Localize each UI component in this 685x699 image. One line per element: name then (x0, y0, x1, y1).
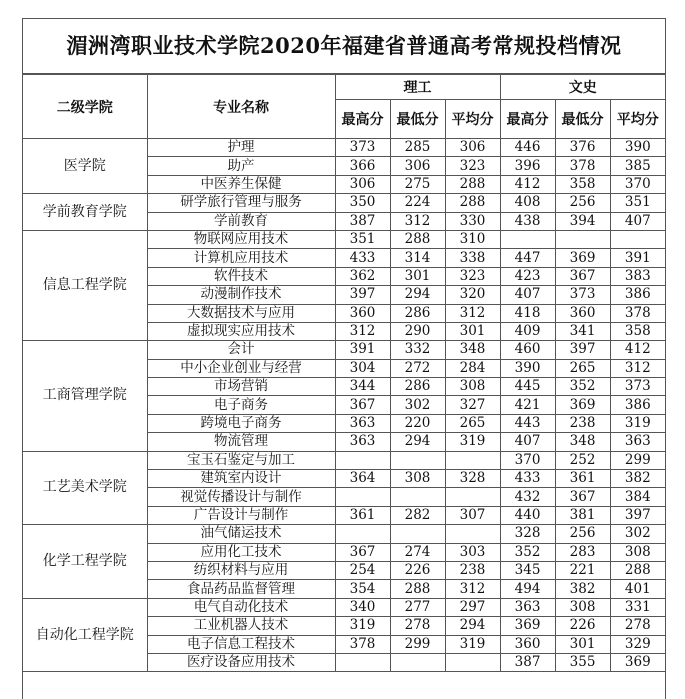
arts-max-cell: 460 (500, 341, 555, 359)
science-avg-cell: 310 (445, 230, 500, 248)
science-min-cell: 224 (390, 194, 445, 212)
table-body (23, 139, 665, 672)
header-arts-max: 最高分 (500, 100, 555, 139)
major-cell: 电子商务 (147, 396, 335, 414)
header-arts-min: 最低分 (555, 100, 610, 139)
major-cell: 中医养生保健 (147, 175, 335, 193)
science-max-cell: 340 (335, 598, 390, 616)
arts-min-cell: 369 (555, 396, 610, 414)
science-max-cell: 378 (335, 635, 390, 653)
science-min-cell: 274 (390, 543, 445, 561)
arts-avg-cell: 308 (610, 543, 665, 561)
college-cell: 信息工程学院 (23, 230, 147, 340)
arts-min-cell: 376 (555, 139, 610, 157)
major-cell: 食品药品监督管理 (147, 580, 335, 598)
science-avg-cell: 328 (445, 470, 500, 488)
science-min-cell: 277 (390, 598, 445, 616)
arts-avg-cell: 412 (610, 341, 665, 359)
science-min-cell: 288 (390, 580, 445, 598)
science-avg-cell (445, 653, 500, 671)
major-cell: 电气自动化技术 (147, 598, 335, 616)
major-cell: 宝玉石鉴定与加工 (147, 451, 335, 469)
science-max-cell: 344 (335, 378, 390, 396)
arts-max-cell: 360 (500, 635, 555, 653)
arts-max-cell: 407 (500, 286, 555, 304)
arts-avg-cell: 407 (610, 212, 665, 230)
science-avg-cell: 307 (445, 506, 500, 524)
arts-max-cell: 396 (500, 157, 555, 175)
science-avg-cell: 312 (445, 580, 500, 598)
science-min-cell: 226 (390, 561, 445, 579)
science-min-cell: 272 (390, 359, 445, 377)
arts-max-cell: 446 (500, 139, 555, 157)
major-cell: 电子信息工程技术 (147, 635, 335, 653)
page-title: 湄洲湾职业技术学院2020年福建省普通高考常规投档情况 (23, 19, 665, 74)
arts-max-cell: 363 (500, 598, 555, 616)
college-cell: 工商管理学院 (23, 341, 147, 451)
header-science-max: 最高分 (335, 100, 390, 139)
arts-avg-cell: 299 (610, 451, 665, 469)
arts-avg-cell: 373 (610, 378, 665, 396)
major-cell: 物联网应用技术 (147, 230, 335, 248)
header-arts-avg: 平均分 (610, 100, 665, 139)
science-avg-cell: 319 (445, 433, 500, 451)
science-min-cell: 220 (390, 414, 445, 432)
arts-avg-cell: 351 (610, 194, 665, 212)
arts-avg-cell: 363 (610, 433, 665, 451)
arts-min-cell: 382 (555, 580, 610, 598)
science-avg-cell: 288 (445, 194, 500, 212)
arts-max-cell: 407 (500, 433, 555, 451)
arts-max-cell: 438 (500, 212, 555, 230)
table-row (23, 139, 665, 157)
table-row (23, 341, 665, 359)
arts-min-cell: 283 (555, 543, 610, 561)
arts-min-cell: 373 (555, 286, 610, 304)
arts-max-cell: 412 (500, 175, 555, 193)
arts-max-cell: 447 (500, 249, 555, 267)
arts-min-cell: 355 (555, 653, 610, 671)
arts-min-cell: 367 (555, 267, 610, 285)
science-min-cell: 275 (390, 175, 445, 193)
science-max-cell: 391 (335, 341, 390, 359)
header-science-min: 最低分 (390, 100, 445, 139)
arts-max-cell (500, 230, 555, 248)
science-min-cell: 286 (390, 378, 445, 396)
arts-max-cell: 409 (500, 322, 555, 340)
science-max-cell: 363 (335, 433, 390, 451)
science-min-cell: 299 (390, 635, 445, 653)
science-min-cell: 301 (390, 267, 445, 285)
arts-max-cell: 387 (500, 653, 555, 671)
science-min-cell: 314 (390, 249, 445, 267)
science-max-cell: 362 (335, 267, 390, 285)
science-max-cell: 254 (335, 561, 390, 579)
major-cell: 市场营销 (147, 378, 335, 396)
science-avg-cell: 312 (445, 304, 500, 322)
science-avg-cell: 265 (445, 414, 500, 432)
science-min-cell: 285 (390, 139, 445, 157)
science-avg-cell (445, 488, 500, 506)
arts-min-cell: 226 (555, 617, 610, 635)
major-cell: 大数据技术与应用 (147, 304, 335, 322)
arts-avg-cell: 329 (610, 635, 665, 653)
arts-max-cell: 352 (500, 543, 555, 561)
major-cell: 应用化工技术 (147, 543, 335, 561)
science-avg-cell: 294 (445, 617, 500, 635)
table-row (23, 525, 665, 543)
science-min-cell: 288 (390, 230, 445, 248)
science-min-cell: 278 (390, 617, 445, 635)
arts-min-cell: 394 (555, 212, 610, 230)
science-min-cell: 286 (390, 304, 445, 322)
arts-max-cell: 328 (500, 525, 555, 543)
arts-avg-cell: 384 (610, 488, 665, 506)
college-cell: 学前教育学院 (23, 194, 147, 231)
science-max-cell: 367 (335, 543, 390, 561)
science-min-cell (390, 525, 445, 543)
arts-avg-cell: 331 (610, 598, 665, 616)
table-row (23, 194, 665, 212)
table-row (23, 230, 665, 248)
major-cell: 软件技术 (147, 267, 335, 285)
arts-max-cell: 432 (500, 488, 555, 506)
science-min-cell (390, 451, 445, 469)
header-science-avg: 平均分 (445, 100, 500, 139)
arts-min-cell: 367 (555, 488, 610, 506)
science-max-cell: 360 (335, 304, 390, 322)
major-cell: 视觉传播设计与制作 (147, 488, 335, 506)
major-cell: 助产 (147, 157, 335, 175)
major-cell: 工业机器人技术 (147, 617, 335, 635)
arts-max-cell: 494 (500, 580, 555, 598)
science-max-cell: 433 (335, 249, 390, 267)
science-avg-cell: 288 (445, 175, 500, 193)
major-cell: 虚拟现实应用技术 (147, 322, 335, 340)
arts-avg-cell: 288 (610, 561, 665, 579)
arts-max-cell: 418 (500, 304, 555, 322)
arts-min-cell: 348 (555, 433, 610, 451)
arts-min-cell: 221 (555, 561, 610, 579)
arts-max-cell: 433 (500, 470, 555, 488)
arts-avg-cell: 278 (610, 617, 665, 635)
science-avg-cell: 323 (445, 267, 500, 285)
science-avg-cell: 348 (445, 341, 500, 359)
college-cell: 工艺美术学院 (23, 451, 147, 525)
arts-min-cell: 238 (555, 414, 610, 432)
arts-min-cell: 360 (555, 304, 610, 322)
admission-table (23, 74, 665, 672)
science-min-cell: 308 (390, 470, 445, 488)
arts-avg-cell: 386 (610, 286, 665, 304)
science-avg-cell: 323 (445, 157, 500, 175)
arts-min-cell: 256 (555, 194, 610, 212)
arts-min-cell: 369 (555, 249, 610, 267)
major-cell: 跨境电子商务 (147, 414, 335, 432)
science-avg-cell: 327 (445, 396, 500, 414)
science-min-cell: 332 (390, 341, 445, 359)
table-row (23, 451, 665, 469)
arts-max-cell: 369 (500, 617, 555, 635)
arts-avg-cell: 390 (610, 139, 665, 157)
science-min-cell: 312 (390, 212, 445, 230)
major-cell: 会计 (147, 341, 335, 359)
arts-min-cell: 352 (555, 378, 610, 396)
arts-min-cell: 358 (555, 175, 610, 193)
science-max-cell: 304 (335, 359, 390, 377)
science-max-cell: 306 (335, 175, 390, 193)
arts-avg-cell: 319 (610, 414, 665, 432)
major-cell: 护理 (147, 139, 335, 157)
science-avg-cell (445, 451, 500, 469)
science-max-cell: 363 (335, 414, 390, 432)
arts-avg-cell: 383 (610, 267, 665, 285)
science-max-cell: 354 (335, 580, 390, 598)
major-cell: 计算机应用技术 (147, 249, 335, 267)
science-max-cell: 387 (335, 212, 390, 230)
major-cell: 学前教育 (147, 212, 335, 230)
major-cell: 中小企业创业与经营 (147, 359, 335, 377)
science-avg-cell: 319 (445, 635, 500, 653)
table-row (23, 598, 665, 616)
arts-min-cell: 361 (555, 470, 610, 488)
arts-max-cell: 445 (500, 378, 555, 396)
arts-max-cell: 423 (500, 267, 555, 285)
header-row-groups (23, 75, 665, 100)
college-cell: 医学院 (23, 139, 147, 194)
science-avg-cell (445, 525, 500, 543)
arts-avg-cell: 397 (610, 506, 665, 524)
science-avg-cell: 301 (445, 322, 500, 340)
science-avg-cell: 297 (445, 598, 500, 616)
major-cell: 医疗设备应用技术 (147, 653, 335, 671)
science-min-cell: 306 (390, 157, 445, 175)
major-cell: 纺织材料与应用 (147, 561, 335, 579)
admission-sheet (22, 18, 666, 699)
science-max-cell: 397 (335, 286, 390, 304)
science-min-cell: 282 (390, 506, 445, 524)
science-avg-cell: 303 (445, 543, 500, 561)
arts-min-cell: 381 (555, 506, 610, 524)
science-avg-cell: 330 (445, 212, 500, 230)
arts-max-cell: 421 (500, 396, 555, 414)
arts-min-cell: 378 (555, 157, 610, 175)
arts-avg-cell: 358 (610, 322, 665, 340)
header-college: 二级学院 (23, 75, 147, 139)
science-max-cell (335, 488, 390, 506)
arts-min-cell: 308 (555, 598, 610, 616)
arts-avg-cell: 370 (610, 175, 665, 193)
arts-avg-cell (610, 230, 665, 248)
arts-avg-cell: 401 (610, 580, 665, 598)
arts-avg-cell: 369 (610, 653, 665, 671)
science-max-cell (335, 525, 390, 543)
science-max-cell: 364 (335, 470, 390, 488)
science-avg-cell: 238 (445, 561, 500, 579)
arts-max-cell: 408 (500, 194, 555, 212)
arts-min-cell: 341 (555, 322, 610, 340)
science-max-cell: 319 (335, 617, 390, 635)
arts-max-cell: 443 (500, 414, 555, 432)
science-min-cell: 294 (390, 433, 445, 451)
arts-avg-cell: 386 (610, 396, 665, 414)
science-avg-cell: 284 (445, 359, 500, 377)
science-avg-cell: 308 (445, 378, 500, 396)
header-major: 专业名称 (147, 75, 335, 139)
arts-max-cell: 345 (500, 561, 555, 579)
college-cell: 自动化工程学院 (23, 598, 147, 672)
arts-min-cell (555, 230, 610, 248)
arts-avg-cell: 312 (610, 359, 665, 377)
arts-min-cell: 301 (555, 635, 610, 653)
arts-min-cell: 256 (555, 525, 610, 543)
science-max-cell: 351 (335, 230, 390, 248)
science-max-cell (335, 653, 390, 671)
arts-avg-cell: 382 (610, 470, 665, 488)
header-arts: 文史 (500, 75, 665, 100)
major-cell: 油气储运技术 (147, 525, 335, 543)
science-avg-cell: 320 (445, 286, 500, 304)
science-min-cell: 290 (390, 322, 445, 340)
arts-avg-cell: 385 (610, 157, 665, 175)
science-avg-cell: 306 (445, 139, 500, 157)
arts-min-cell: 397 (555, 341, 610, 359)
science-max-cell: 361 (335, 506, 390, 524)
major-cell: 物流管理 (147, 433, 335, 451)
arts-avg-cell: 391 (610, 249, 665, 267)
major-cell: 研学旅行管理与服务 (147, 194, 335, 212)
arts-max-cell: 390 (500, 359, 555, 377)
science-min-cell: 294 (390, 286, 445, 304)
arts-avg-cell: 302 (610, 525, 665, 543)
science-max-cell: 366 (335, 157, 390, 175)
science-max-cell: 312 (335, 322, 390, 340)
science-min-cell (390, 488, 445, 506)
science-min-cell (390, 653, 445, 671)
arts-avg-cell: 378 (610, 304, 665, 322)
science-max-cell (335, 451, 390, 469)
arts-max-cell: 370 (500, 451, 555, 469)
header-science: 理工 (335, 75, 500, 100)
college-cell: 化学工程学院 (23, 525, 147, 599)
major-cell: 广告设计与制作 (147, 506, 335, 524)
arts-max-cell: 440 (500, 506, 555, 524)
science-max-cell: 350 (335, 194, 390, 212)
science-min-cell: 302 (390, 396, 445, 414)
arts-min-cell: 265 (555, 359, 610, 377)
major-cell: 建筑室内设计 (147, 470, 335, 488)
science-avg-cell: 338 (445, 249, 500, 267)
science-max-cell: 373 (335, 139, 390, 157)
arts-min-cell: 252 (555, 451, 610, 469)
science-max-cell: 367 (335, 396, 390, 414)
major-cell: 动漫制作技术 (147, 286, 335, 304)
